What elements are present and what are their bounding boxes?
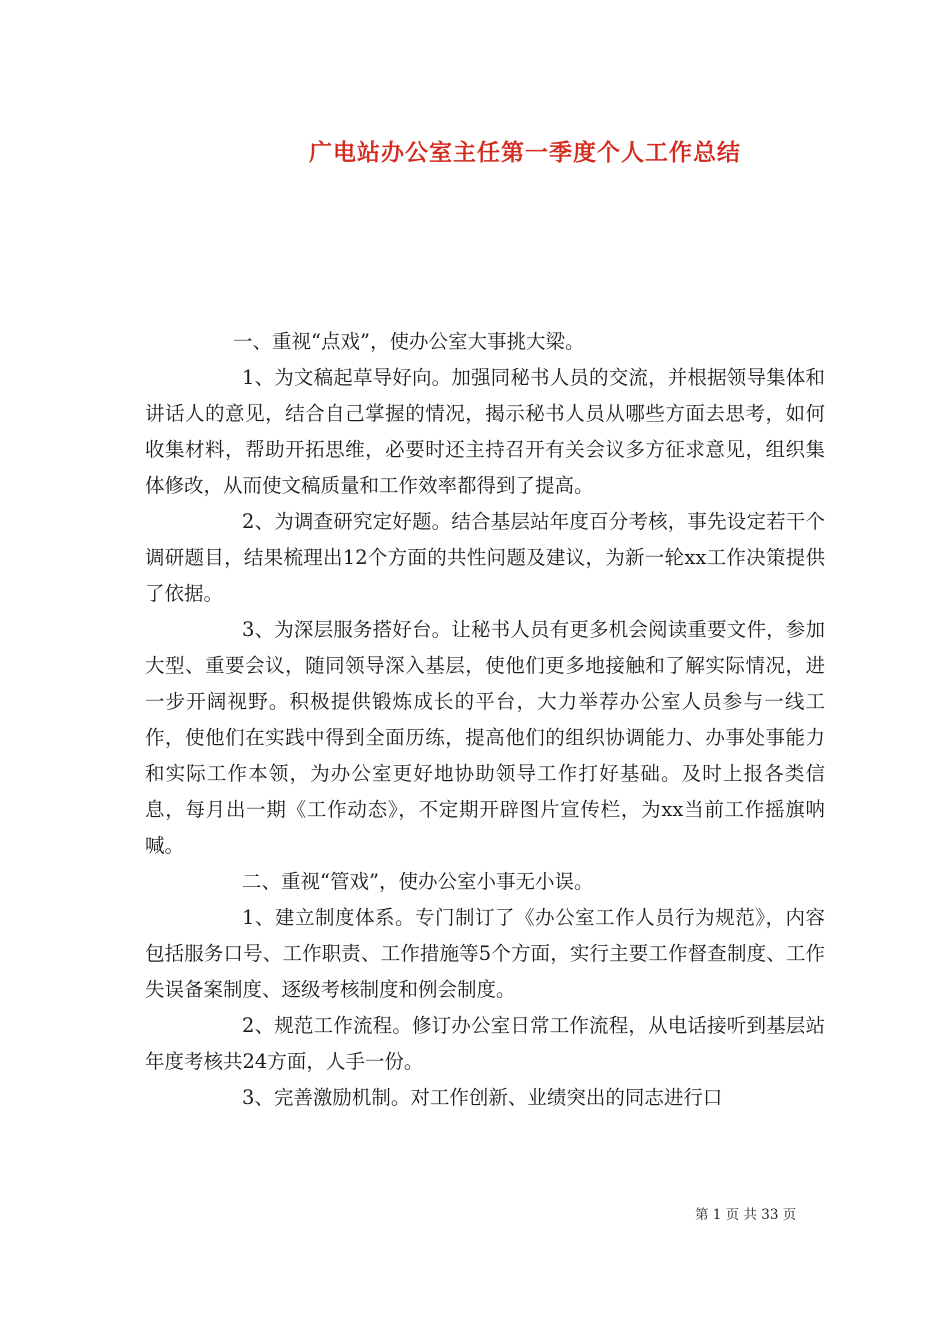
section-heading-1: 一、重视“点戏”，使办公室大事挑大梁。 [233, 330, 585, 353]
paragraph-2-3: 3、完善激励机制。对工作创新、业绩突出的同志进行口 [242, 1086, 723, 1109]
paragraph-1-1: 1、为文稿起草导好向。加强同秘书人员的交流，并根据领导集体和讲话人的意见，结合自己掌握的情况，揭示秘书人员从哪些方面去思考，如何收集材料，帮助开拓思维，必要时还主持召开有关会议多方征求意见，组织集体修改，从而使文稿质量和工作效率都得到了提高。 [145, 366, 825, 497]
paragraph-2-2: 2、规范工作流程。修订办公室日常工作流程，从电话接听到基层站年度考核共24方面，人手一份。 [145, 1014, 825, 1073]
paragraph-1-3: 3、为深层服务搭好台。让秘书人员有更多机会阅读重要文件，参加大型、重要会议，随同领导深入基层，使他们更多地接触和了解实际情况，进一步开阔视野。积极提供锻炼成长的平台，大力举荐办公室人员参与一线工作，使他们在实践中得到全面历练，提高他们的组织协调能力、办事处事能力和实际工作本领，为办公室更好地协助领导工作打好基础。及时上报各类信息，每月出一期《工作动态》，不定期开辟图片宣传栏，为xx当前工作摇旗呐喊。 [145, 618, 825, 857]
paragraph-2-1: 1、建立制度体系。专门制订了《办公室工作人员行为规范》，内容包括服务口号、工作职责、工作措施等5个方面，实行主要工作督查制度、工作失误备案制度、逐级考核制度和例会制度。 [145, 906, 825, 1001]
document-body [145, 324, 825, 1116]
paragraph-1-2: 2、为调查研究定好题。结合基层站年度百分考核，事先设定若干个调研题目，结果梳理出12个方面的共性问题及建议，为新一轮xx工作决策提供了依据。 [145, 510, 825, 605]
document-title: 广电站办公室主任第一季度个人工作总结 [309, 139, 741, 166]
page-number-footer: 第 1 页 共 33 页 [695, 1207, 797, 1223]
section-heading-2: 二、重视“管戏”，使办公室小事无小误。 [242, 870, 594, 893]
